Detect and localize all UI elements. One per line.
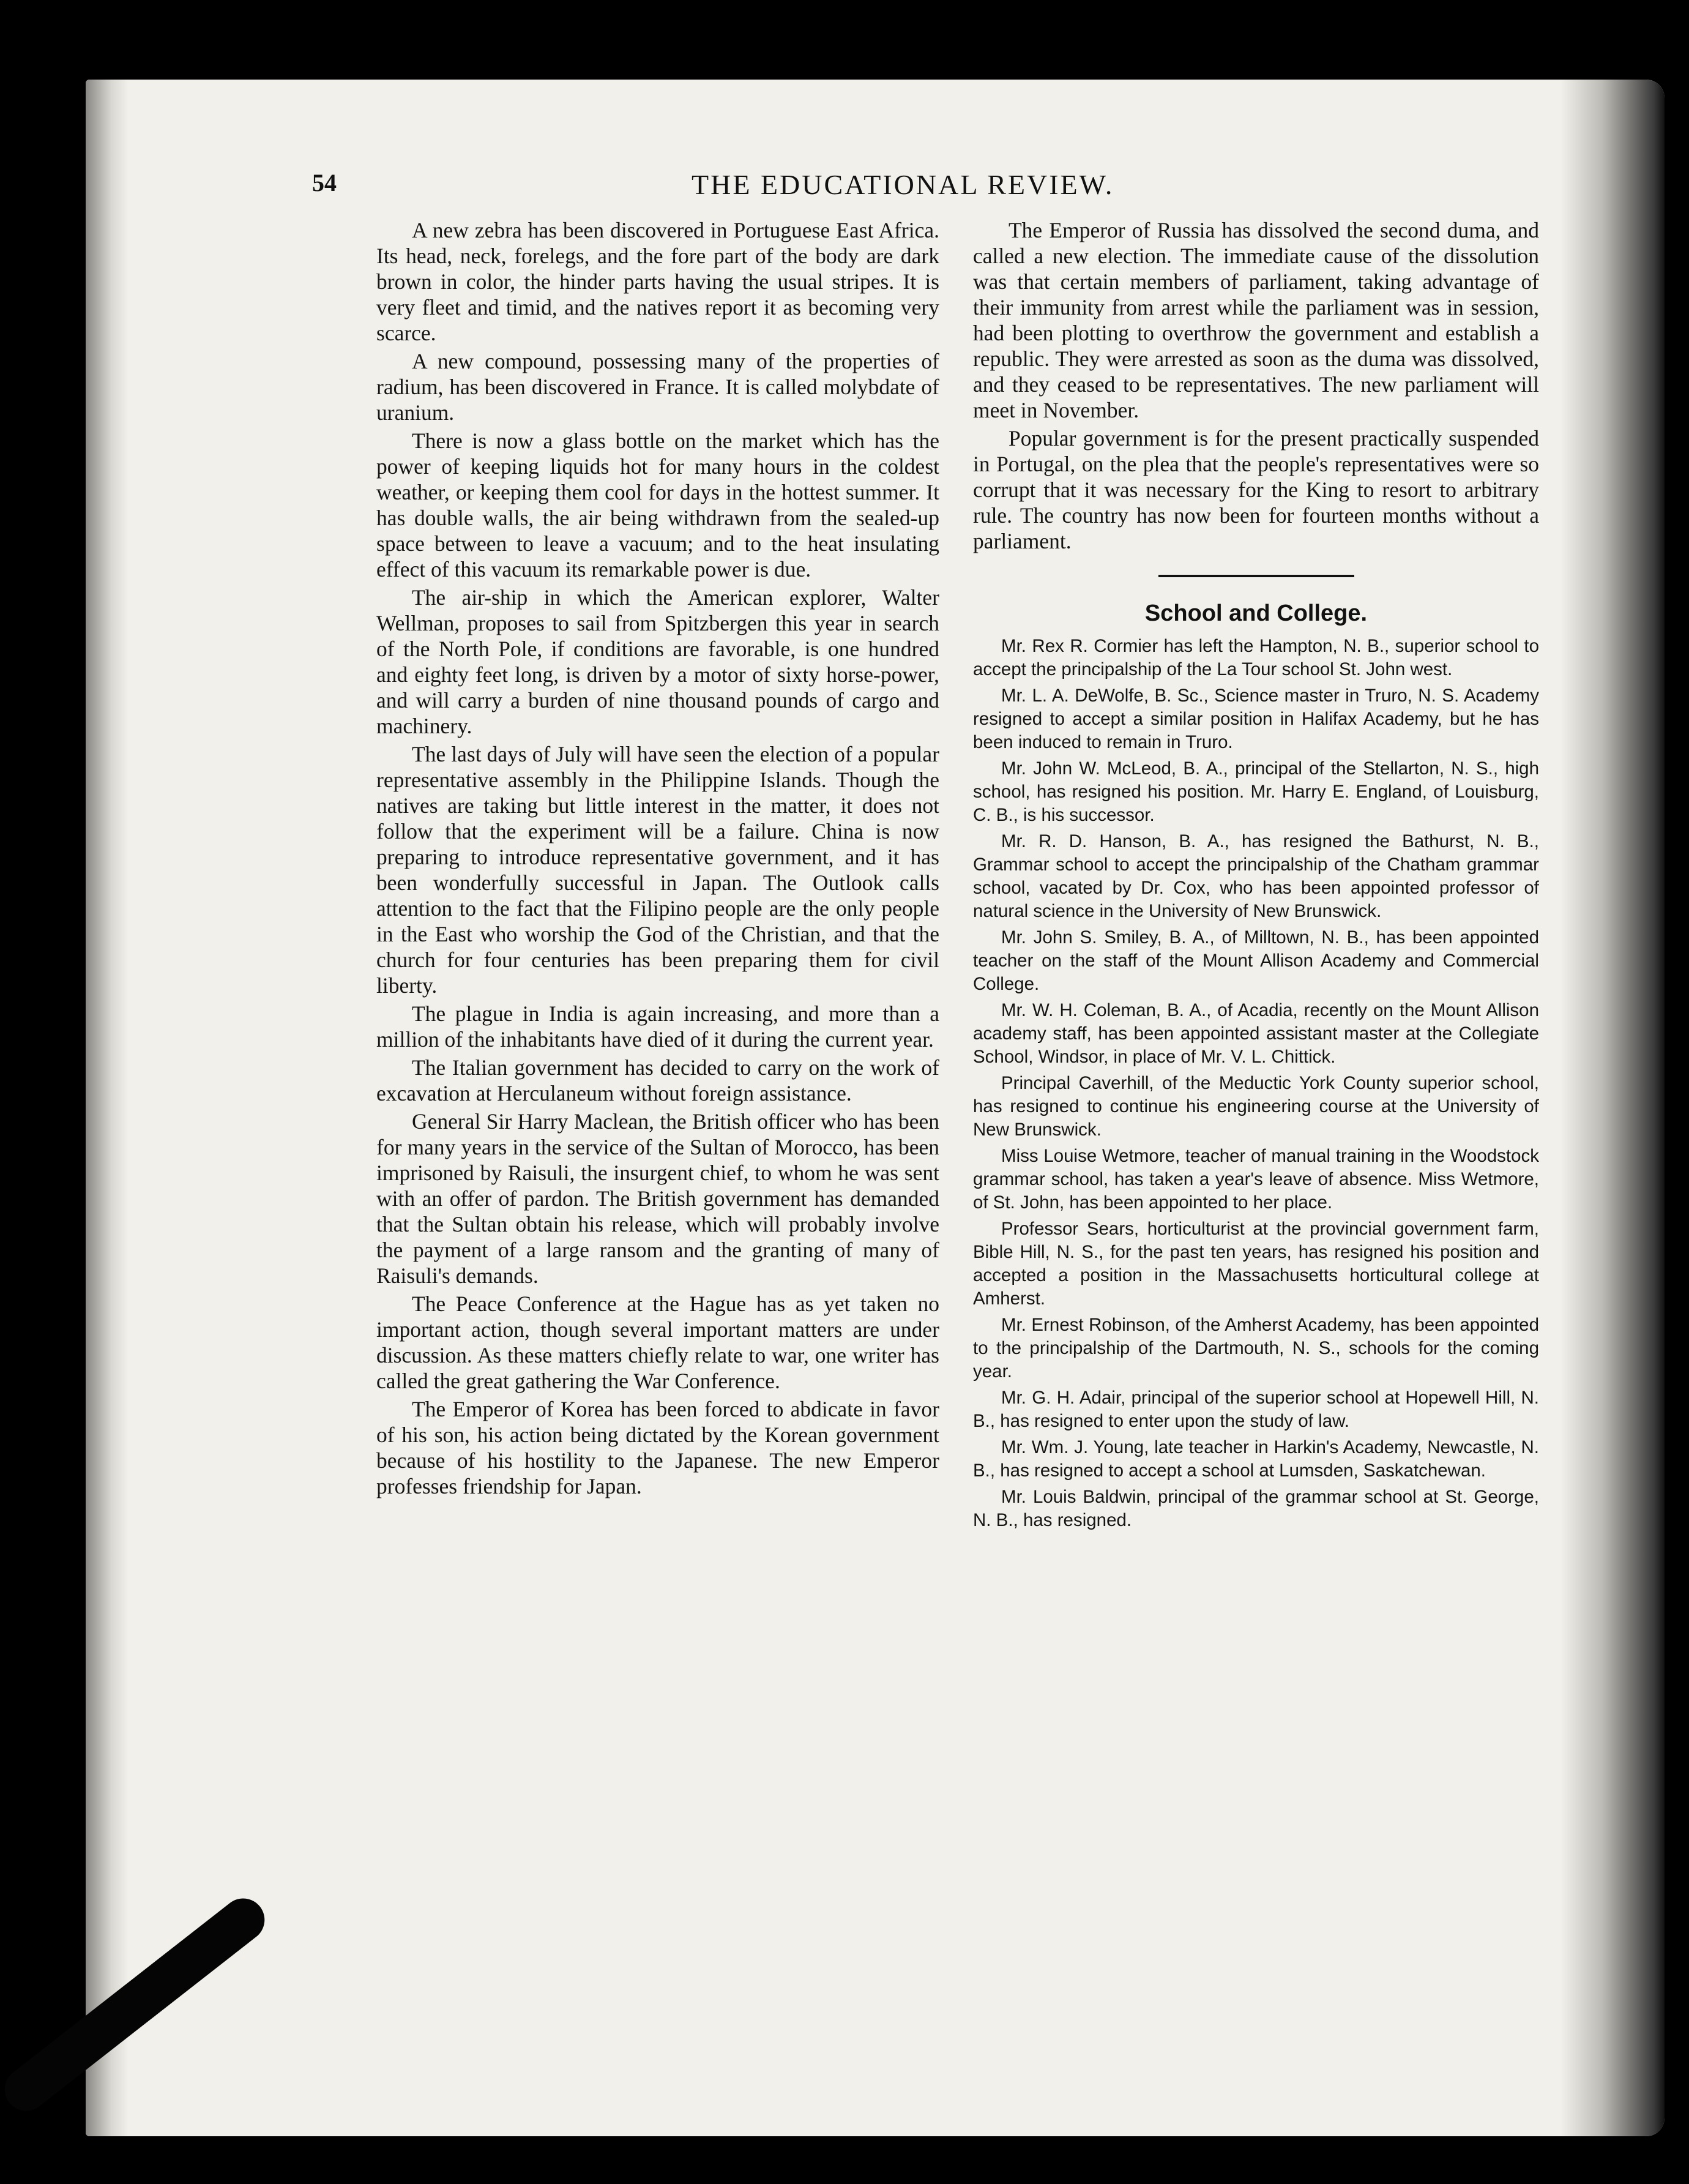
article-paragraph: A new compound, possessing many of the properties of radium, has been discovered in France. It is called molybdate of uranium. [376,349,939,425]
section-heading: School and College. [1144,600,1368,626]
school-note: Mr. W. H. Coleman, B. A., of Acadia, recently on the Mount Allison academy staff, has been appointed assistant master at the Collegiate School, Windsor, in place of Mr. V. L. Chittick. [973,1000,1539,1067]
article-paragraph: The plague in India is again increasing, and more than a million of the inhabitants have died of it during the current year. [376,1001,939,1052]
article-paragraph: The last days of July will have seen the election of a popular representative assembly in the Philippine Islands. Though the natives are taking but little interest in the matter, it does not follow that the experiment will be a failure. China is now preparing to introduce representative government, and it has been wonderfully successful in Japan. The Outlook calls attention to the fact that the Filipino people are the only people in the East who worship the God of the Christian, and that the church for four centuries has been preparing them for civil liberty. [376,742,939,998]
article-paragraph: A new zebra has been discovered in Portuguese East Africa. Its head, neck, forelegs, and the fore part of the body are dark brown in color, the hinder parts having the usual stripes. It is very fleet and timid, and the natives report it as becoming very scarce. [376,218,939,345]
school-note: Mr. G. H. Adair, principal of the superior school at Hopewell Hill, N. B., has resigned to enter upon the study of law. [973,1388,1539,1431]
page-gutter-shadow [1560,80,1665,2136]
article-paragraph: The Emperor of Russia has dissolved the second duma, and called a new election. The immediate cause of the dissolution was that certain members of parliament, taking advantage of their immunity from arrest while the parliament was in session, had been plotting to overthrow the government and establish a republic. They were arrested as soon as the duma was dissolved, and they ceased to be representatives. The new parliament will meet in November. [973,218,1539,422]
running-title: THE EDUCATIONAL REVIEW. [692,169,1114,200]
school-note: Mr. R. D. Hanson, B. A., has resigned the Bathurst, N. B., Grammar school to accept the principalship of the Chatham grammar school, vacated by Dr. Cox, who has been appointed professor of natural science in the University of New Brunswick. [973,831,1539,921]
article-paragraph: The Emperor of Korea has been forced to abdicate in favor of his son, his action being dictated by the Korean government because of his hostility to the Japanese. The new Emperor professes friendship for Japan. [376,1397,939,1498]
school-note: Principal Caverhill, of the Meductic York County superior school, has resigned to continue his engineering course at the University of New Brunswick. [973,1073,1539,1140]
school-note: Mr. John S. Smiley, B. A., of Milltown, N. B., has been appointed teacher on the staff of the Mount Allison Academy and Commercial College. [973,927,1539,994]
page-number: 54 [312,169,337,196]
school-note: Mr. Wm. J. Young, late teacher in Harkin's Academy, Newcastle, N. B., has resigned to accept a school at Lumsden, Saskatchewan. [973,1437,1539,1481]
section-divider [1158,575,1354,577]
school-note: Mr. Ernest Robinson, of the Amherst Academy, has been appointed to the principalship of the Dartmouth, N. S., schools for the coming year. [973,1315,1539,1382]
left-column [376,217,939,1502]
article-paragraph: Popular government is for the present practically suspended in Portugal, on the plea that the people's representatives were so corrupt that it was necessary for the King to resort to arbitrary rule. The country has now been for fourteen months without a parliament. [973,426,1539,553]
article-paragraph: General Sir Harry Maclean, the British officer who has been for many years in the service of the Sultan of Morocco, has been imprisoned by Raisuli, the insurgent chief, to whom he was sent with an offer of pardon. The British government has demanded that the Sultan obtain his release, which will probably involve the payment of a large ransom and the granting of many of Raisuli's demands. [376,1109,939,1288]
page-header [312,168,1212,211]
school-note: Mr. John W. McLeod, B. A., principal of the Stellarton, N. S., high school, has resigned his position. Mr. Harry E. England, of Louisburg, C. B., is his successor. [973,758,1539,825]
article-paragraph: There is now a glass bottle on the market which has the power of keeping liquids hot for many hours in the coldest weather, or keeping them cool for days in the hottest summer. It has double walls, the air being withdrawn from the sealed-up space between to leave a vacuum; and to the heat insulating effect of this vacuum its remarkable power is due. [376,428,939,582]
school-note: Professor Sears, horticulturist at the provincial government farm, Bible Hill, N. S., for the past ten years, has resigned his position and accepted a position in the Massachusetts horticultural college at Amherst. [973,1219,1539,1309]
school-note: Mr. L. A. DeWolfe, B. Sc., Science master in Truro, N. S. Academy resigned to accept a similar position in Halifax Academy, but he has been induced to remain in Truro. [973,686,1539,752]
article-paragraph: The air-ship in which the American explorer, Walter Wellman, proposes to sail from Spitzbergen this year in search of the North Pole, if conditions are favorable, is one hundred and eighty feet long, is driven by a motor of sixty horse-power, and will carry a burden of nine thousand pounds of cargo and machinery. [376,585,939,738]
school-note: Miss Louise Wetmore, teacher of manual training in the Woodstock grammar school, has taken a year's leave of absence. Miss Wetmore, of St. John, has been appointed to her place. [973,1146,1539,1213]
book-page [86,80,1665,2136]
school-notes [973,635,1539,1532]
page-edge-shadow [86,80,129,2136]
article-paragraph: The Peace Conference at the Hague has as yet taken no important action, though several important matters are under discussion. As these matters chiefly relate to war, one writer has called the great gathering the War Conference. [376,1292,939,1393]
article-paragraph: The Italian government has decided to carry on the work of excavation at Herculaneum without foreign assistance. [376,1055,939,1105]
right-column [973,217,1539,1535]
school-note: Mr. Rex R. Cormier has left the Hampton, N. B., superior school to accept the principalship of the La Tour school St. John west. [973,636,1539,679]
school-note: Mr. Louis Baldwin, principal of the grammar school at St. George, N. B., has resigned. [973,1487,1539,1530]
